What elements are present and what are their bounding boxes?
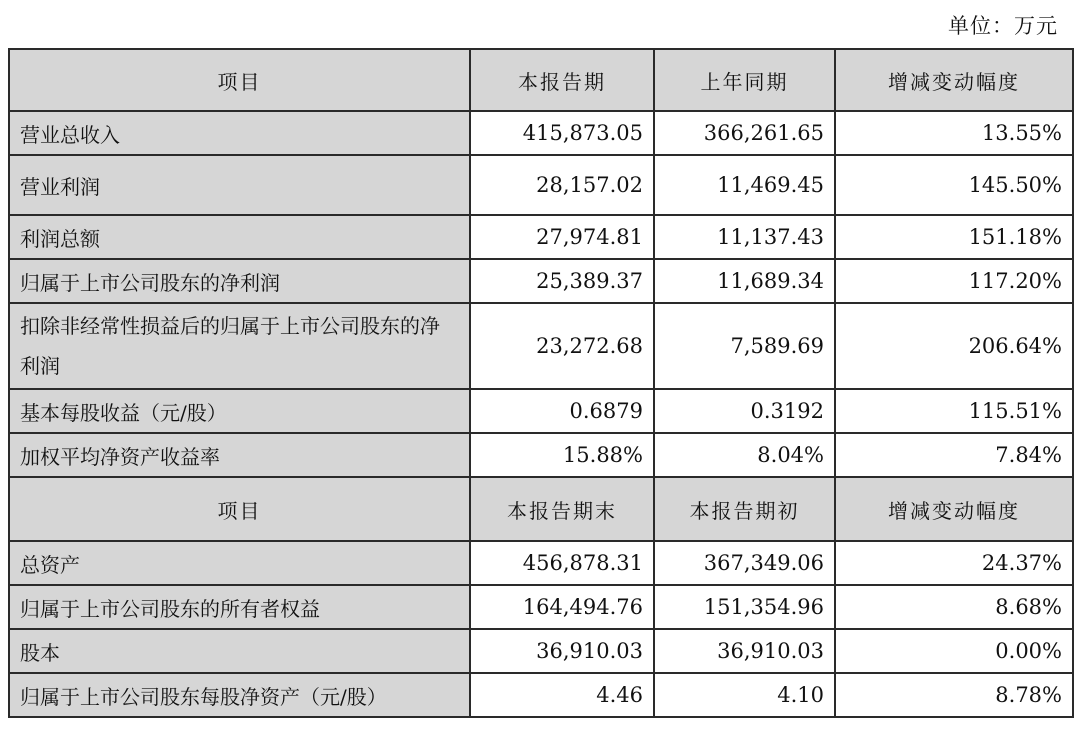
header-current-period: 本报告期 (470, 49, 654, 111)
cell-change: 8.68% (835, 585, 1073, 629)
header-period-end: 本报告期末 (470, 477, 654, 541)
table-row (9, 111, 1073, 155)
cell-end: 36,910.03 (470, 629, 654, 673)
header-item: 项目 (9, 49, 470, 111)
cell-change: 7.84% (835, 433, 1073, 477)
cell-change: 0.00% (835, 629, 1073, 673)
row-label: 扣除非经常性损益后的归属于上市公司股东的净利润 (9, 303, 470, 389)
header-prior-period: 上年同期 (654, 49, 835, 111)
table-header-row (9, 49, 1073, 111)
row-label: 基本每股收益（元/股） (9, 389, 470, 433)
cell-change: 24.37% (835, 541, 1073, 585)
row-label: 加权平均净资产收益率 (9, 433, 470, 477)
cell-current: 27,974.81 (470, 215, 654, 259)
table-row (9, 259, 1073, 303)
cell-current: 28,157.02 (470, 155, 654, 215)
financial-summary-table (8, 48, 1074, 718)
cell-change: 13.55% (835, 111, 1073, 155)
row-label: 归属于上市公司股东的所有者权益 (9, 585, 470, 629)
cell-prior: 8.04% (654, 433, 835, 477)
row-label: 归属于上市公司股东每股净资产（元/股） (9, 673, 470, 717)
cell-change: 115.51% (835, 389, 1073, 433)
header-item: 项目 (9, 477, 470, 541)
table-row (9, 673, 1073, 717)
table-row (9, 155, 1073, 215)
cell-change: 117.20% (835, 259, 1073, 303)
cell-begin: 151,354.96 (654, 585, 835, 629)
table-row (9, 389, 1073, 433)
cell-change: 145.50% (835, 155, 1073, 215)
table-row (9, 215, 1073, 259)
cell-prior: 366,261.65 (654, 111, 835, 155)
cell-current: 25,389.37 (470, 259, 654, 303)
table-row (9, 303, 1073, 389)
table-row (9, 541, 1073, 585)
table-row (9, 433, 1073, 477)
cell-change: 151.18% (835, 215, 1073, 259)
cell-change: 206.64% (835, 303, 1073, 389)
row-label: 总资产 (9, 541, 470, 585)
cell-prior: 11,469.45 (654, 155, 835, 215)
cell-prior: 11,137.43 (654, 215, 835, 259)
row-label: 营业利润 (9, 155, 470, 215)
row-label: 营业总收入 (9, 111, 470, 155)
table-row (9, 585, 1073, 629)
unit-label: 单位：万元 (948, 14, 1058, 38)
header-change-rate: 增减变动幅度 (835, 49, 1073, 111)
cell-prior: 7,589.69 (654, 303, 835, 389)
cell-begin: 36,910.03 (654, 629, 835, 673)
cell-prior: 0.3192 (654, 389, 835, 433)
table-header-row (9, 477, 1073, 541)
cell-current: 23,272.68 (470, 303, 654, 389)
header-period-begin: 本报告期初 (654, 477, 835, 541)
cell-current: 415,873.05 (470, 111, 654, 155)
cell-begin: 367,349.06 (654, 541, 835, 585)
cell-end: 456,878.31 (470, 541, 654, 585)
row-label: 归属于上市公司股东的净利润 (9, 259, 470, 303)
cell-begin: 4.10 (654, 673, 835, 717)
header-change-rate: 增减变动幅度 (835, 477, 1073, 541)
cell-change: 8.78% (835, 673, 1073, 717)
row-label: 利润总额 (9, 215, 470, 259)
cell-end: 164,494.76 (470, 585, 654, 629)
cell-current: 15.88% (470, 433, 654, 477)
cell-current: 0.6879 (470, 389, 654, 433)
cell-end: 4.46 (470, 673, 654, 717)
table-row (9, 629, 1073, 673)
row-label: 股本 (9, 629, 470, 673)
cell-prior: 11,689.34 (654, 259, 835, 303)
